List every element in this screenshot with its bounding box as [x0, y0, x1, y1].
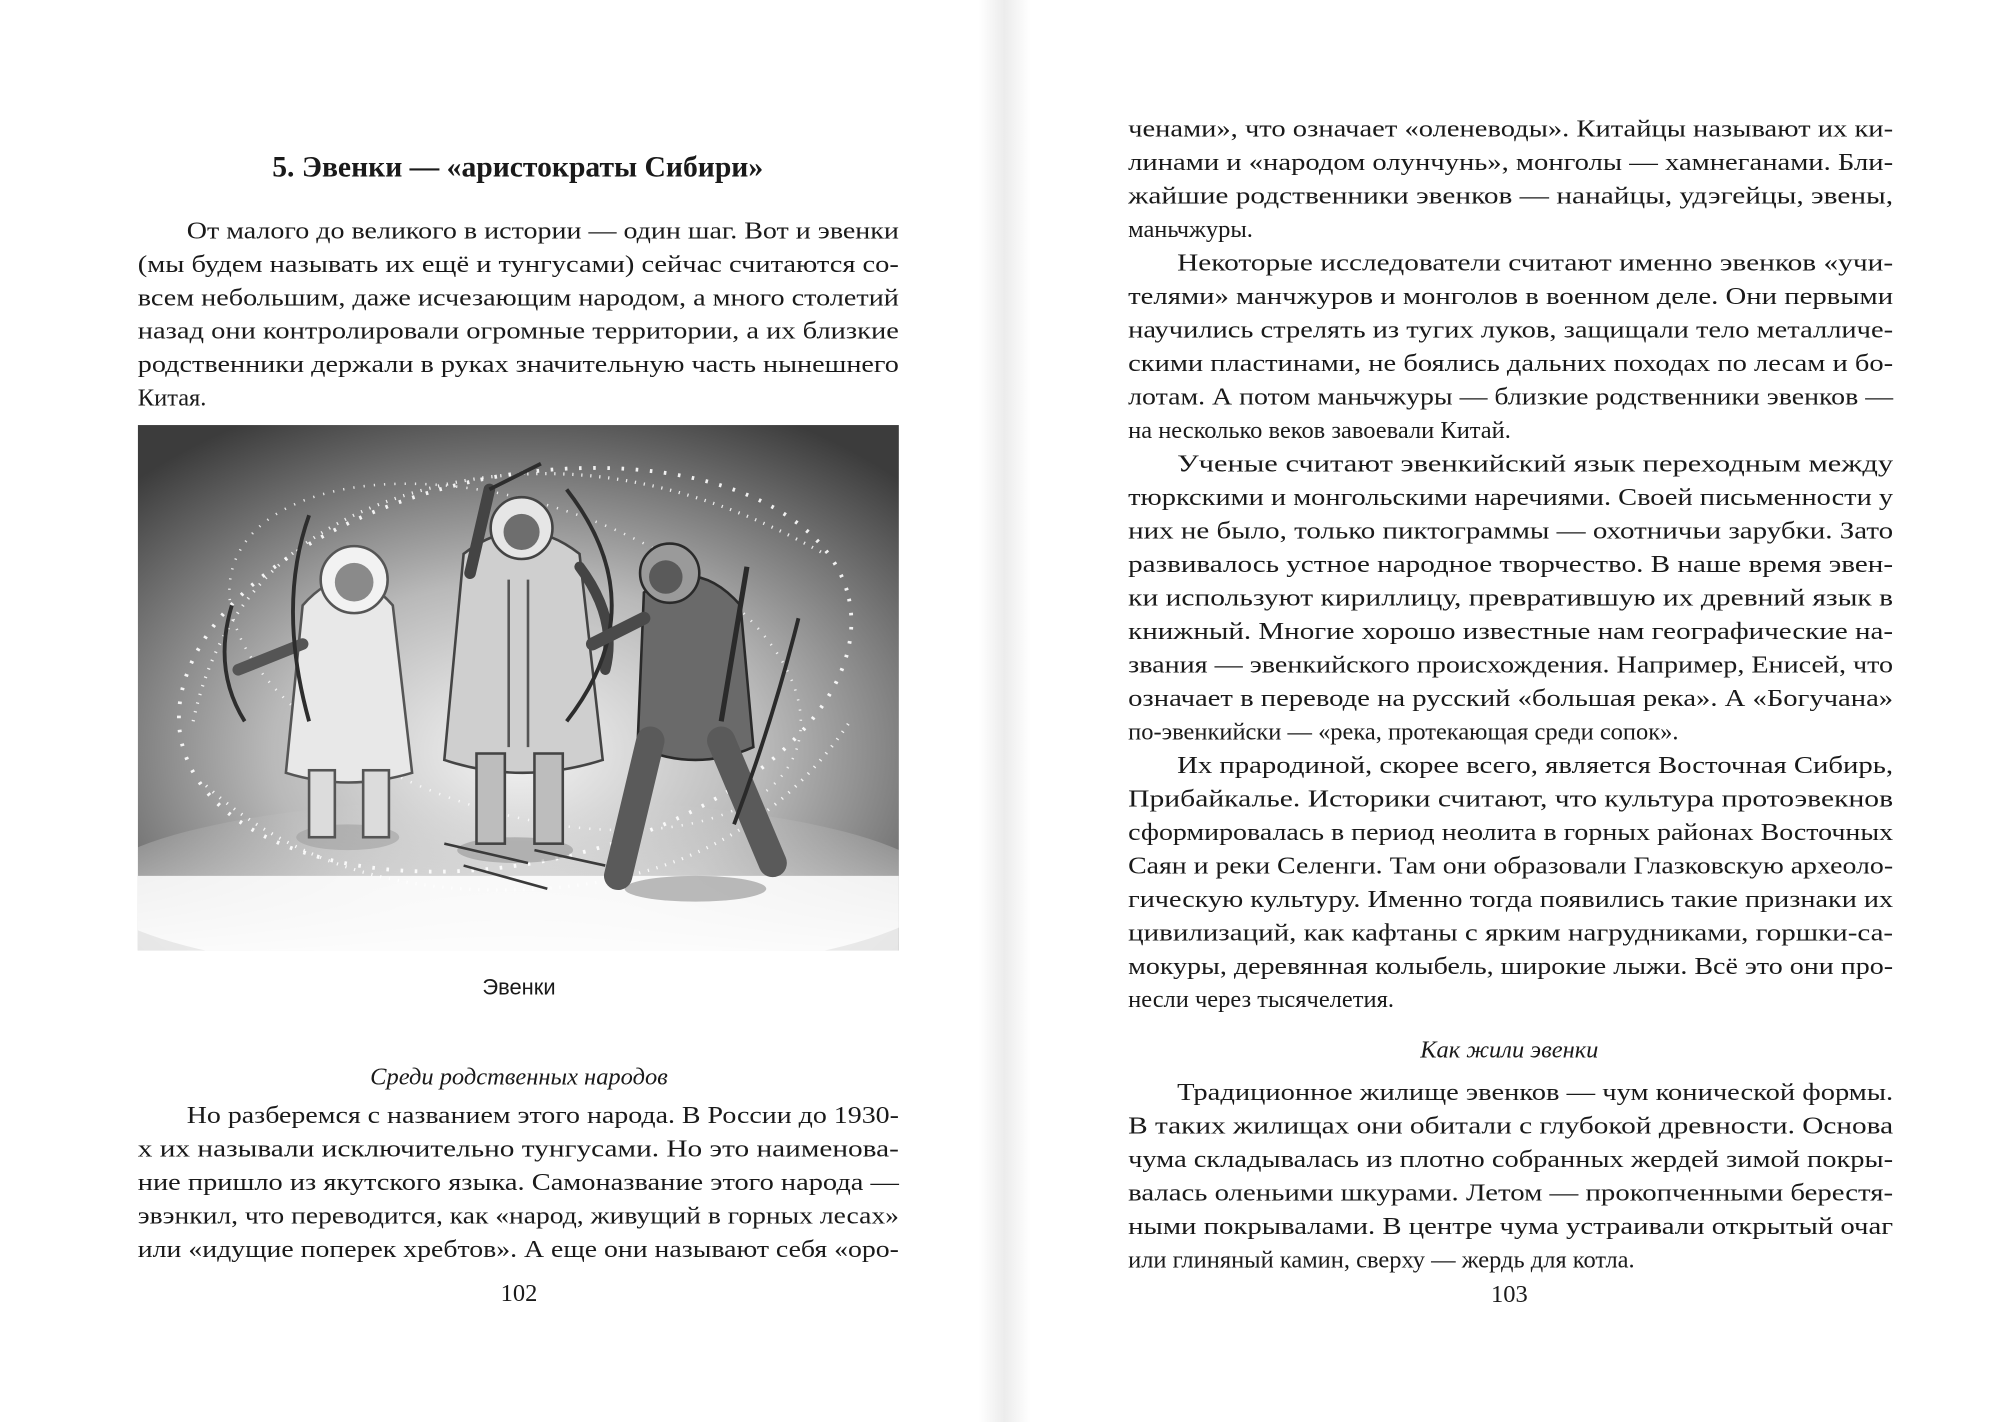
page-number: 103: [1490, 1281, 1528, 1309]
text-line: маньчжуры.: [1128, 215, 1253, 244]
text-line: Их прародиной, скорее всего, является Восточная Сибирь,: [1177, 751, 1894, 779]
text-line: ченами», что означает «оленеводы». Китайцы называют их ки-: [1128, 115, 1894, 143]
text-line: х их называли исключительно тунгусами. Но это наименова-: [137, 1135, 899, 1163]
text-line: Некоторые исследователи считают именно эвенков «учи-: [1177, 249, 1894, 277]
text-line: них не было, только пиктограммы — охотничьи зарубки. Зато: [1128, 517, 1894, 545]
text-line: Прибайкалье. Историки считают, что культура протоэвекнов: [1128, 785, 1894, 813]
text-line: ки используют кириллицу, превратившую их древний язык в: [1128, 584, 1894, 612]
paragraph: [1128, 450, 1894, 745]
text-line: жайшие родственники эвенков — нанайцы, удэгейцы, эвены,: [1126, 182, 1894, 210]
text-line: научились стрелять из тугих луков, защищали тело металличе-: [1128, 316, 1894, 344]
text-line: Ученые считают эвенкийский язык переходным между: [1177, 450, 1895, 478]
text-line: чума складывалась из плотно собранных жердей зимой покры-: [1128, 1145, 1894, 1173]
text-line: ными покрывалами. В центре чума устраивали открытый очаг: [1128, 1212, 1894, 1240]
text-line: по-эвенкийски — «река, протекающая среди сопок».: [1128, 718, 1679, 746]
illustration-caption: Эвенки: [482, 974, 556, 1000]
right-page: [1127, 116, 1894, 1309]
text-line: ние пришло из якутского языка. Самоназвание этого народа —: [137, 1169, 900, 1197]
text-line: или «идущие поперек хребтов». А еще они называют себя «оро-: [137, 1236, 899, 1264]
text-line: (мы будем называть их ещё и тунгусами) сейчас считаются со-: [137, 250, 899, 278]
text-line: линами и «народом олунчунь», монголы — хамнеганами. Бли-: [1128, 149, 1894, 177]
text-line: эвэнкил, что переводится, как «народ, живущий в горных лесах»: [137, 1202, 899, 1230]
page-number: 102: [500, 1279, 538, 1307]
text-line: всем небольшим, даже исчезающим народом, а много столетий: [137, 284, 899, 312]
text-line: несли через тысячелетия.: [1128, 986, 1394, 1014]
text-line: скими пластинами, не боялись дальних походах по лесам и бо-: [1128, 349, 1894, 377]
text-line: мокуры, деревянная колыбель, широкие лыжи. Всё это они про-: [1128, 952, 1894, 980]
section-subheading: Как жили эвенки: [1420, 1036, 1599, 1064]
gutter-shadow: [979, 0, 1031, 1422]
section-subheading: Среди родственных народов: [370, 1063, 668, 1091]
text-line: В таких жилищах они обитали с глубокой древности. Основа: [1128, 1112, 1894, 1140]
body-paragraph: [138, 1102, 900, 1263]
text-line: развивалось устное народное творчество. В наше время эвен-: [1128, 550, 1894, 578]
text-line: сформировалась в период неолита в горных районах Восточных: [1128, 818, 1894, 846]
chapter-title: 5. Эвенки — «аристократы Сибири»: [272, 151, 764, 184]
text-line: телями» манчжуров и монголов в военном деле. Они первыми: [1128, 282, 1894, 310]
text-line: Традиционное жилище эвенков — чум конической формы.: [1177, 1078, 1894, 1106]
text-line: валась оленьими шкурами. Летом — прокопченными берестя-: [1128, 1179, 1894, 1207]
text-line: книжный. Многие хорошо известные нам географические на-: [1128, 617, 1894, 645]
text-line: Саян и реки Селенги. Там они образовали Глазковскую археоло-: [1128, 852, 1894, 880]
text-line: гическую культуру. Именно тогда появились такие признаки их: [1128, 885, 1894, 913]
text-line: цивилизаций, как кафтаны с ярким нагрудниками, горшки-са-: [1128, 919, 1894, 947]
text-line: звания — эвенкийского происхождения. Например, Енисей, что: [1128, 651, 1894, 679]
text-line: Но разберемся с названием этого народа. В России до 1930-: [186, 1102, 899, 1130]
text-line: От малого до великого в истории — один шаг. Вот и эвенки: [186, 217, 899, 245]
text-line: родственники держали в руках значительную часть нынешнего: [137, 351, 899, 379]
text-line: тюркскими и монгольскими наречиями. Своей письменности у: [1128, 483, 1894, 511]
text-line: лотам. А потом маньчжуры — близкие родственники эвенков —: [1128, 383, 1894, 411]
evenki-illustration-icon: [90, 410, 940, 979]
text-line: на несколько веков завоевали Китай.: [1128, 416, 1511, 444]
text-line: Китая.: [137, 384, 207, 412]
text-line: или глиняный камин, сверху — жердь для котла.: [1128, 1246, 1635, 1274]
text-line: означает в переводе на русский «большая река». А «Богучана»: [1128, 684, 1894, 712]
text-line: назад они контролировали огромные территории, а их близкие: [137, 317, 900, 345]
